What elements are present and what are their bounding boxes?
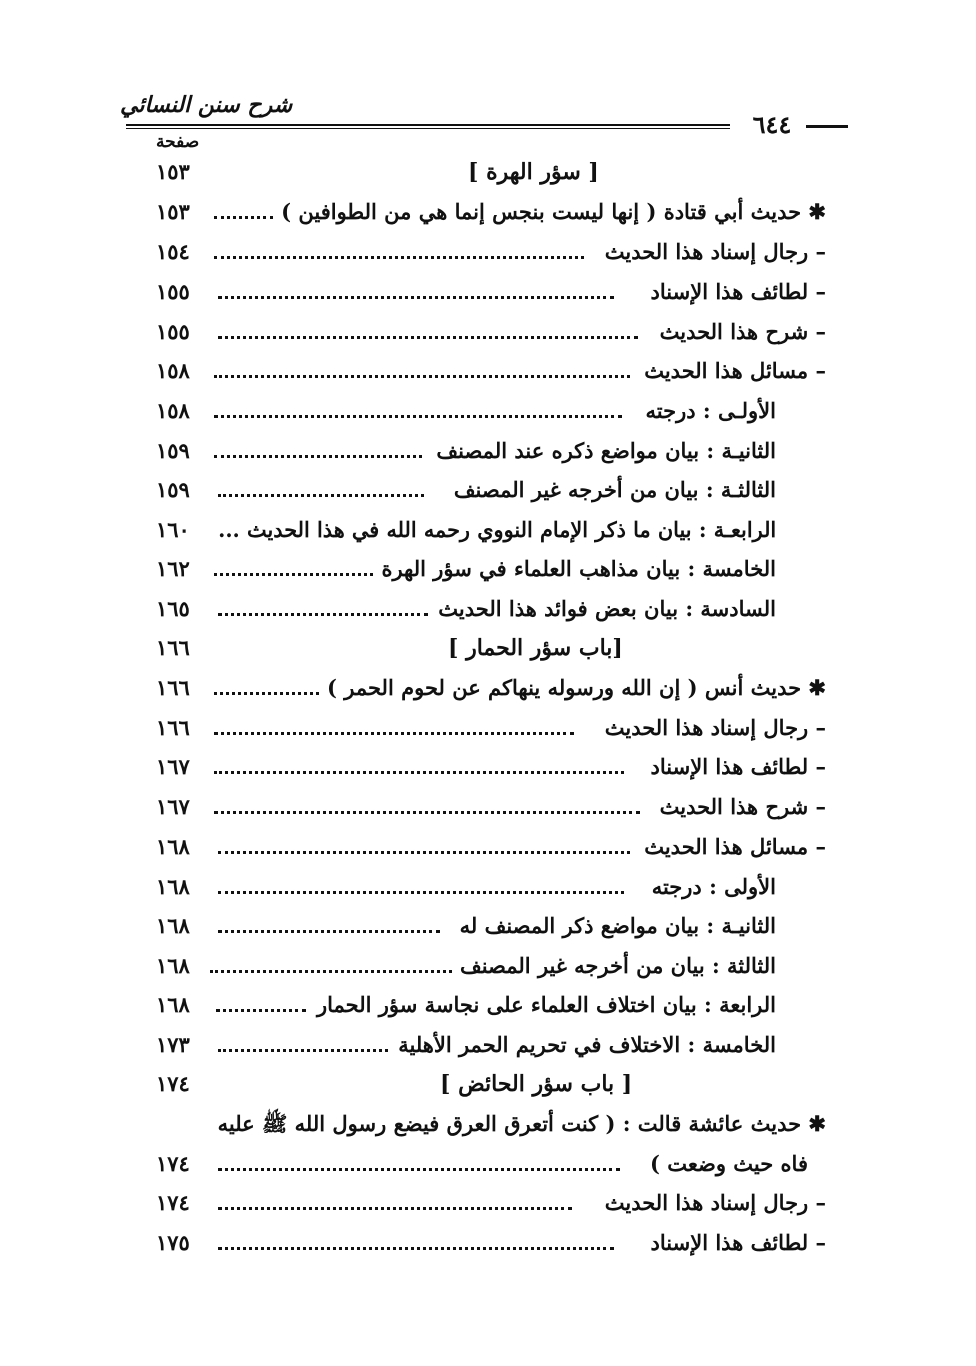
toc-entry	[156, 436, 826, 472]
section-heading-row	[156, 1069, 826, 1105]
toc-entry	[156, 1188, 826, 1224]
dot-leader	[214, 415, 622, 418]
heading-page-number: ١٧٤	[156, 1071, 190, 1096]
toc-entry	[156, 911, 826, 947]
entry-page-number: ١٥٤	[156, 239, 190, 264]
section-heading-row	[156, 157, 826, 193]
dot-leader	[214, 771, 624, 774]
entry-text: الخامسة : بيان مذاهب العلماء في سؤر الهرة	[381, 556, 776, 581]
entry-page-number: ١٦٧	[156, 794, 190, 819]
toc-entry	[156, 197, 826, 233]
toc-entry	[156, 752, 826, 788]
entry-page-number: ١٥٨	[156, 358, 190, 383]
page-number-rule	[806, 125, 848, 128]
toc-entry	[156, 1109, 826, 1145]
entry-page-number: ١٧٤	[156, 1151, 190, 1176]
section-heading: [ سؤر الهرة ]	[468, 159, 599, 185]
dot-leader	[214, 573, 373, 576]
dot-leader	[214, 692, 319, 695]
toc-entry	[156, 356, 826, 392]
entry-text: ✱ حديث أبي قتادة ( إنها ليست بنجس إنما هي من الطوافين )	[281, 199, 826, 224]
toc-entry	[156, 951, 826, 987]
entry-text: الرابعة : بيان اختلاف العلماء على نجاسة سؤر الحمار	[316, 992, 776, 1017]
entry-text: الرابعـة : بيان ما ذكر الإمام النووي رحمه الله في هذا الحديث ...	[217, 517, 776, 542]
dot-leader	[218, 1247, 614, 1250]
entry-page-number: ١٦٨	[156, 953, 190, 978]
entry-text: – لطائف هذا الإسناد	[650, 1230, 826, 1255]
dot-leader	[218, 296, 614, 299]
toc-entry	[156, 1228, 826, 1264]
header-rule	[126, 124, 730, 126]
toc-entry	[156, 515, 826, 551]
dot-leader	[218, 336, 638, 339]
toc-entry	[156, 1030, 826, 1066]
dot-leader	[218, 891, 624, 894]
toc-entry	[156, 475, 826, 511]
entry-page-number: ١٦٨	[156, 834, 190, 859]
toc-entry	[156, 554, 826, 590]
entry-text: – لطائف هذا الإسناد	[650, 754, 826, 779]
entry-text: – مسائل هذا الحديث	[644, 358, 826, 383]
toc-entry	[156, 237, 826, 273]
entry-text: – لطائف هذا الإسناد	[650, 279, 826, 304]
entry-text: الثانيـة : بيان مواضع ذكره عند المصنف	[436, 438, 776, 463]
heading-page-number: ١٥٣	[156, 159, 190, 184]
entry-page-number: ١٥٥	[156, 279, 190, 304]
entry-text: الثانيـة : بيان مواضع ذكر المصنف له	[459, 913, 776, 938]
toc-entry	[156, 317, 826, 353]
toc-entry	[156, 396, 826, 432]
dot-leader	[214, 732, 574, 735]
entry-page-number: ١٦٦	[156, 675, 190, 700]
entry-text: – مسائل هذا الحديث	[644, 834, 826, 859]
toc-entry	[156, 673, 826, 709]
dot-leader	[218, 613, 428, 616]
dot-leader	[218, 1207, 572, 1210]
entry-text: الثالثة : بيان من أخرجه غير المصنف	[459, 953, 776, 978]
toc-entry	[156, 1149, 826, 1185]
dot-leader	[218, 494, 424, 497]
entry-page-number: ١٧٥	[156, 1230, 190, 1255]
entry-text: ✱ حديث أنس ( إن الله ورسوله ينهاكم عن لحوم الحمر )	[327, 675, 826, 700]
entry-page-number: ١٦٨	[156, 913, 190, 938]
entry-page-number: ١٦٥	[156, 596, 190, 621]
entry-page-number: ١٦٦	[156, 715, 190, 740]
dot-leader	[216, 1009, 306, 1012]
header-rule-thin	[126, 128, 730, 129]
dot-leader	[214, 216, 273, 219]
dot-leader	[214, 375, 630, 378]
heading-page-number: ١٦٦	[156, 635, 190, 660]
dot-leader	[218, 930, 440, 933]
entry-page-number: ١٥٥	[156, 319, 190, 344]
entry-text: – رجال إسناد هذا الحديث	[604, 1190, 826, 1215]
toc-entry	[156, 990, 826, 1026]
entry-text: الخامسة : الاختلاف في تحريم الحمر الأهلية	[398, 1032, 776, 1057]
entry-page-number: ١٥٣	[156, 199, 190, 224]
dot-leader	[218, 1049, 388, 1052]
entry-page-number: ١٦٢	[156, 556, 190, 581]
toc-entry	[156, 872, 826, 908]
entry-page-number: ١٧٣	[156, 1032, 190, 1057]
toc-entry	[156, 594, 826, 630]
entry-page-number: ١٦٧	[156, 754, 190, 779]
dot-leader	[214, 455, 422, 458]
page-number: ٦٤٤	[752, 110, 792, 139]
dot-leader	[210, 970, 452, 973]
entry-page-number: ١٥٩	[156, 477, 190, 502]
dot-leader	[214, 256, 584, 259]
section-heading-row	[156, 633, 826, 669]
entry-page-number: ١٥٨	[156, 398, 190, 423]
entry-text: الأولـى : درجته	[645, 398, 776, 423]
entry-text: فاه حيث وضعت )	[650, 1151, 808, 1176]
entry-page-number: ١٧٤	[156, 1190, 190, 1215]
entry-text: الأولى : درجته	[651, 874, 776, 899]
dot-leader	[218, 851, 630, 854]
entry-text: السادسة : بيان بعض فوائد هذا الحديث	[438, 596, 776, 621]
entry-text: – رجال إسناد هذا الحديث	[604, 715, 826, 740]
toc-entry	[156, 713, 826, 749]
toc-entry	[156, 832, 826, 868]
dot-leader	[214, 811, 640, 814]
section-heading: [ باب سؤر الحائض ]	[440, 1071, 633, 1097]
dot-leader	[218, 1168, 620, 1171]
entry-page-number: ١٦٨	[156, 874, 190, 899]
section-heading: [باب سؤر الحمار ]	[448, 635, 623, 661]
column-heading: صفحة	[156, 132, 200, 152]
entry-page-number: ١٦٨	[156, 992, 190, 1017]
book-title: شرح سنن النسائي	[120, 92, 293, 118]
entry-text: – شرح هذا الحديث	[659, 794, 826, 819]
entry-text: الثالثـة : بيان من أخرجه غير المصنف	[453, 477, 776, 502]
toc-entry	[156, 792, 826, 828]
entry-text: – رجال إسناد هذا الحديث	[604, 239, 826, 264]
toc-entry	[156, 277, 826, 313]
entry-text: ✱ حديث عائشة قالت : ( كنت أتعرق العرق فيضع رسول الله ﷺ عليه	[217, 1111, 826, 1136]
entry-text: – شرح هذا الحديث	[659, 319, 826, 344]
entry-page-number: ١٥٩	[156, 438, 190, 463]
entry-page-number: ١٦٠	[156, 517, 190, 542]
